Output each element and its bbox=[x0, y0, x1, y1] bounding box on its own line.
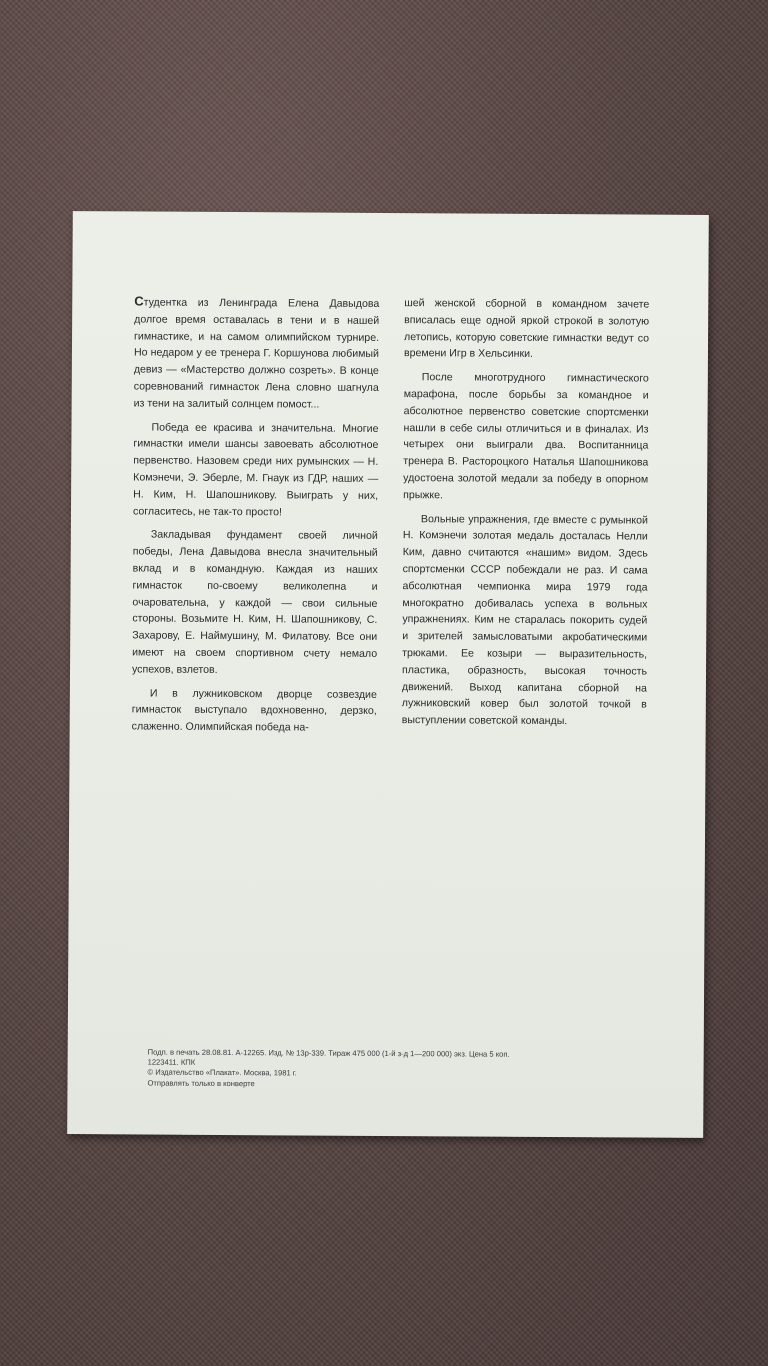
article-paragraph: Вольные упражнения, где вместе с румынкой Н. Комэнечи золотая медаль досталась Нелли Ким, давно считаются «нашим» видом. Здесь спортсменки СССР побеждали не раз. И сама абсолютная чемпионка мира 1979 года многократно добивалась успеха в вольных упражнениях. Ким не старалась покорить судей и зрителей замысловатыми акробатическими трюками. Ее козыри — выразительность, пластика, образность, высокая точность движений. Выход капитана сборной на лужниковский ковер был золотой точкой в выступлении советской команды. bbox=[401, 512, 648, 728]
article-paragraph: Победа ее красива и значительна. Многие гимнастки имели шансы завоевать абсолютное первенство. Назовем среди них румынских — Н. Комэнечи, Э. Эберле, М. Гнаук из ГДР, наших — Н. Ким, Н. Шапошникову. Выиграть у них, согласитесь, не так-то просто! bbox=[132, 421, 379, 518]
imprint-print-details: Подп. в печать 28.08.81. А-12265. Изд. № 13р-339. Тираж 475 000 (1-й з-д 1—200 000) экз. Цена 5 коп. bbox=[147, 1047, 510, 1059]
article-paragraph: После многотрудного гимнастического марафона, после борьбы за командное и абсолютное первенство советские спортсменки нашли в себе силы отличиться и в финалах. Из четырех они выиграли два. Воспитанница тренера В. Растороцкого Наталья Шапошникова удостоена золотой медали за победу в опорном прыжке. bbox=[403, 371, 649, 502]
article-paragraph: И в лужниковском дворце созвездие гимнасток выступало вдохновенно, дерзко, слаженно. Олимпийская победа на- bbox=[131, 687, 377, 734]
publisher-imprint bbox=[147, 1048, 627, 1092]
imprint-mailing-note: Отправлять только в конверте bbox=[147, 1078, 255, 1088]
article-paragraph bbox=[134, 293, 380, 413]
imprint-publisher: © Издательство «Плакат». Москва, 1981 г. bbox=[147, 1067, 297, 1078]
drop-cap: С bbox=[134, 293, 144, 309]
imprint-order-code: 1223411. КПК bbox=[147, 1057, 196, 1068]
article-paragraph: Закладывая фундамент своей личной победы, Лена Давыдова внесла значительный вклад и в командную. Каждая из наших гимнасток по-своему великолепна и очаровательна, у каждой — свои сильные стороны. Возьмите Н. Ким, Н. Шапошникову, С. Захарову, Е. Наймушину, М. Филатову. Все они имеют на своем спортивном счету немало успехов, взлетов. bbox=[131, 528, 378, 676]
article-paragraph: шей женской сборной в командном зачете вписалась еще одной яркой строкой в золотую летопись, которую советские гимнастки ведут со времени Игр в Хельсинки. bbox=[403, 297, 650, 361]
paragraph-text: тудентка из Ленинграда Елена Давыдова долгое время оставалась в тени и в нашей гимнастике, и на самом олимпийском турнире. Но недаром у ее тренера Г. Коршунова любимый девиз — «Мастерство должно созреть». В конце соревнований гимнасток Лена словно шагнула из тени на залитый солнцем помост... bbox=[133, 296, 380, 411]
postcard-back bbox=[67, 211, 709, 1138]
article-left-column bbox=[132, 293, 380, 743]
article-right-column bbox=[402, 295, 650, 737]
